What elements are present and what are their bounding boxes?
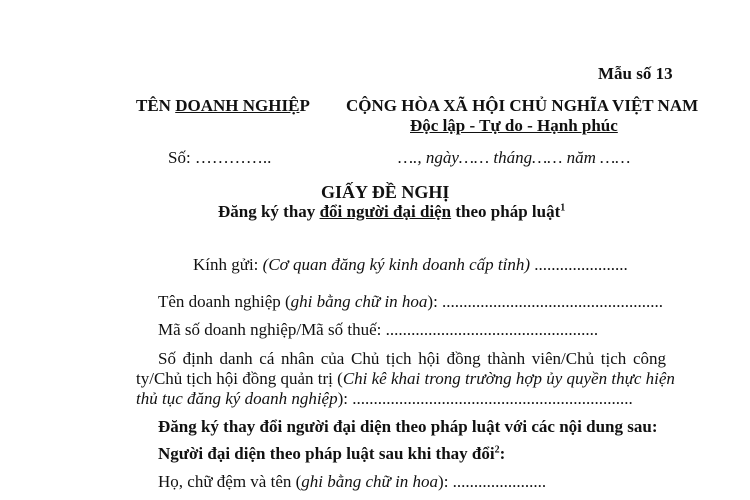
- company-header-post: P: [299, 96, 310, 115]
- company-name-header: [136, 96, 310, 116]
- subtitle-underlined: đổi người đại diện: [319, 202, 452, 221]
- company-header-pre: TÊN: [136, 96, 176, 115]
- id-para-line2: [136, 369, 675, 389]
- document-subtitle: [218, 202, 565, 222]
- full-name-field: [158, 472, 546, 492]
- full-name-label: Họ, chữ đệm và tên (: [158, 472, 302, 491]
- tax-code-field: Mã số doanh nghiệp/Mã số thuế: ..................................................: [158, 320, 599, 339]
- section-register-change: Đăng ký thay đổi người đại diện theo pháp luật với các nội dung sau:: [158, 417, 658, 436]
- company-header-underlined: DOANH NGHIỆ: [175, 96, 300, 115]
- company-name-italic: ghi bằng chữ in hoa: [290, 292, 428, 311]
- company-name-field: [158, 292, 663, 312]
- addressee-label: Kính gửi:: [193, 255, 263, 274]
- subtitle-post: theo pháp luật: [451, 202, 561, 221]
- footnote-marker-2: 2: [494, 444, 500, 456]
- document-date: …., ngày…… tháng…… năm ……: [398, 148, 631, 167]
- republic-motto: Độc lập - Tự do - Hạnh phúc: [410, 116, 618, 135]
- addressee-line: [193, 255, 628, 275]
- section-new-representative: [158, 444, 505, 464]
- id-para-line2-pre: ty/Chủ tịch hội đồng quản trị (: [136, 369, 343, 388]
- addressee-dots: ......................: [530, 255, 628, 274]
- id-para-line1: Số định danh cá nhân của Chủ tịch hội đồng thành viên/Chủ tịch công: [158, 349, 666, 368]
- full-name-italic: ghi bằng chữ in hoa: [301, 472, 439, 491]
- section2-colon: :: [499, 444, 506, 463]
- republic-title: CỘNG HÒA XÃ HỘI CHỦ NGHĨA VIỆT NAM: [346, 96, 699, 115]
- id-para-line3-italic: thủ tục đăng ký doanh nghiệp: [136, 389, 338, 408]
- company-name-dots: ): ....................................................: [427, 292, 664, 311]
- company-name-label: Tên doanh nghiệp (: [158, 292, 291, 311]
- addressee-italic: (Cơ quan đăng ký kinh doanh cấp tỉnh): [262, 255, 531, 274]
- full-name-dots: ): ......................: [438, 472, 547, 491]
- section2-text: Người đại diện theo pháp luật sau khi thay đổi: [158, 444, 495, 463]
- form-number: Mẫu số 13: [598, 64, 673, 83]
- footnote-marker-1: 1: [560, 202, 566, 214]
- id-para-line2-italic: Chi kê khai trong trường hợp ủy quyền thực hiện: [342, 369, 675, 388]
- id-para-line3-dots: ): ..................................................................: [337, 389, 633, 408]
- document-number: Số: …………..: [168, 148, 272, 167]
- id-para-line3: [136, 389, 633, 409]
- document-title: GIẤY ĐỀ NGHỊ: [321, 182, 450, 202]
- subtitle-pre: Đăng ký thay: [218, 202, 320, 221]
